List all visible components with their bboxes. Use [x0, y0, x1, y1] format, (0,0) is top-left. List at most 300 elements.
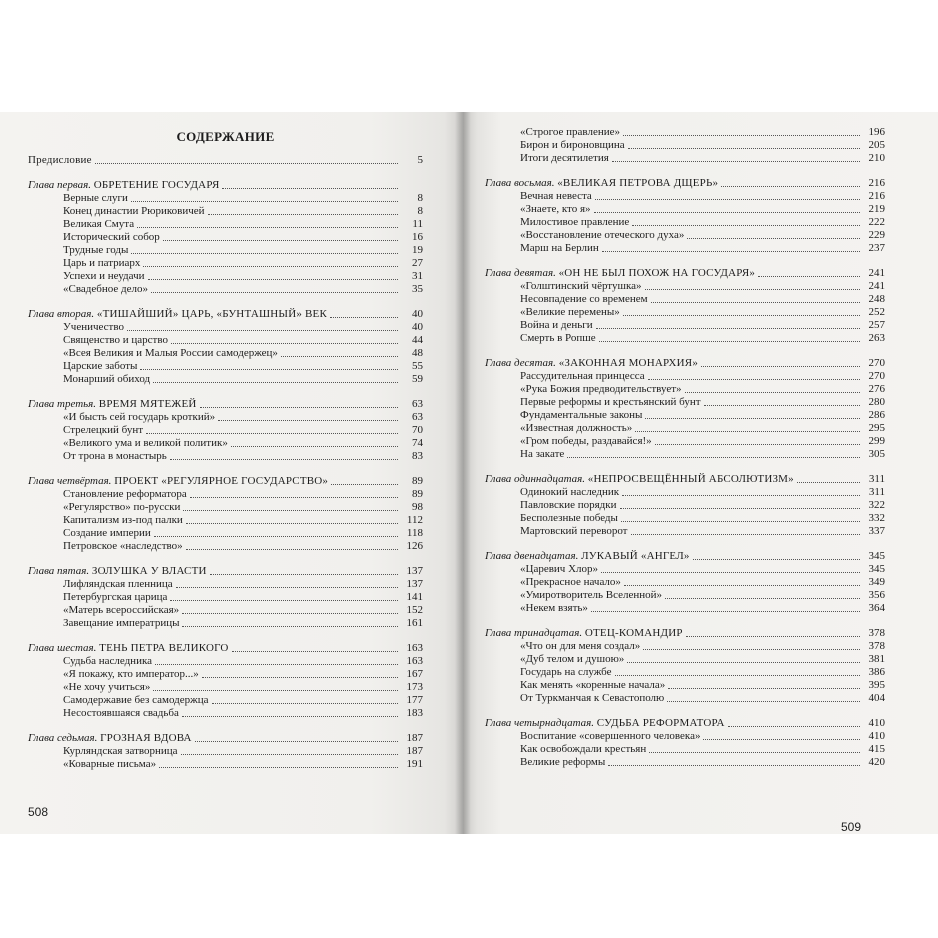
section-title: «Матерь всероссийская» [63, 604, 180, 616]
toc-section-entry[interactable] [28, 488, 423, 501]
chapter-number: Глава десятая. [485, 357, 556, 369]
dot-leader [137, 227, 398, 228]
toc-section-entry[interactable] [485, 293, 885, 306]
dot-leader [721, 186, 860, 187]
toc-section-entry[interactable] [485, 242, 885, 255]
section-title: «Коварные письма» [63, 758, 157, 770]
toc-section-entry[interactable] [28, 450, 423, 463]
toc-section-entry[interactable] [485, 512, 885, 525]
chapter-title: «ВЕЛИКАЯ ПЕТРОВА ДЩЕРЬ» [557, 177, 719, 189]
toc-section-entry[interactable] [28, 192, 423, 205]
section-title: Лифляндская пленница [63, 578, 173, 590]
dot-leader [182, 716, 398, 717]
toc-left-column [28, 112, 423, 771]
section-page-number: 112 [406, 514, 423, 526]
toc-section-entry[interactable] [485, 152, 885, 165]
section-page-number: 163 [406, 655, 423, 667]
dot-leader [212, 703, 399, 704]
dot-leader [153, 382, 398, 383]
chapter-page-number: 311 [868, 473, 885, 485]
toc-section-entry[interactable] [485, 216, 885, 229]
dot-leader [608, 765, 860, 766]
section-page-number: 420 [868, 756, 885, 768]
dot-leader [186, 549, 398, 550]
section-page-number: 311 [868, 486, 885, 498]
section-page-number: 63 [412, 411, 423, 423]
dot-leader [703, 739, 860, 740]
toc-chapter-heading[interactable] [28, 565, 423, 578]
chapter-number: Глава одиннадцатая. [485, 473, 586, 485]
toc-section-entry[interactable] [28, 681, 423, 694]
toc-section-entry[interactable] [485, 448, 885, 461]
section-title: Священство и царство [63, 334, 168, 346]
dot-leader [728, 726, 860, 727]
dot-leader [632, 225, 860, 226]
chapter-page-number: 187 [406, 732, 423, 744]
section-title: «Голштинский чёртушка» [520, 280, 642, 292]
toc-section-entry[interactable] [28, 244, 423, 257]
section-title: Бесполезные победы [520, 512, 618, 524]
chapter-label [28, 154, 92, 167]
toc-chapter-group [28, 308, 423, 386]
toc-chapter-group [485, 357, 885, 461]
chapter-number: Глава двенадцатая. [485, 550, 579, 562]
toc-section-entry[interactable] [485, 370, 885, 383]
section-page-number: 126 [406, 540, 423, 552]
toc-chapter-heading[interactable] [485, 550, 885, 563]
toc-chapter-heading[interactable] [28, 154, 423, 167]
section-page-number: 44 [412, 334, 423, 346]
chapter-label [28, 565, 207, 578]
section-title: Царь и патриарх [63, 257, 141, 269]
chapter-label [28, 732, 192, 745]
chapter-number: Глава седьмая. [28, 732, 98, 744]
chapter-number: Глава пятая. [28, 565, 90, 577]
chapter-label [485, 177, 718, 190]
section-title: «Царевич Хлор» [520, 563, 599, 575]
page-number-right: 509 [841, 820, 862, 834]
toc-section-entry[interactable] [28, 347, 423, 360]
chapter-number: Глава вторая. [28, 308, 95, 320]
section-page-number: 229 [868, 229, 885, 241]
toc-section-entry[interactable] [28, 360, 423, 373]
dot-leader [127, 330, 398, 331]
toc-chapter-group [485, 717, 885, 769]
dot-leader [170, 459, 398, 460]
section-page-number: 89 [412, 488, 423, 500]
toc-chapter-heading[interactable] [28, 642, 423, 655]
section-page-number: 173 [406, 681, 423, 693]
section-page-number: 322 [868, 499, 885, 511]
section-page-number: 98 [412, 501, 423, 513]
chapter-page-number: 163 [406, 642, 423, 654]
toc-chapter-group [28, 475, 423, 553]
dot-leader [648, 379, 860, 380]
dot-leader [651, 302, 860, 303]
toc-chapter-group [28, 732, 423, 771]
dot-leader [591, 611, 860, 612]
chapter-label [485, 357, 698, 370]
toc-right-list [485, 112, 885, 769]
toc-section-entry[interactable] [28, 655, 423, 668]
dot-leader [649, 752, 860, 753]
toc-section-entry[interactable] [28, 424, 423, 437]
dot-leader [148, 279, 398, 280]
toc-section-entry[interactable] [485, 383, 885, 396]
dot-leader [643, 649, 860, 650]
chapter-label [28, 475, 328, 488]
dot-leader [232, 651, 398, 652]
toc-section-entry[interactable] [485, 756, 885, 769]
section-title: Бирон и бироновщина [520, 139, 625, 151]
section-page-number: 305 [868, 448, 885, 460]
chapter-label [485, 550, 690, 563]
toc-section-entry[interactable] [485, 743, 885, 756]
left-page [0, 112, 463, 834]
toc-section-entry[interactable] [485, 640, 885, 653]
toc-section-entry[interactable] [485, 486, 885, 499]
chapter-number: Глава тринадцатая. [485, 627, 583, 639]
dot-leader [686, 636, 860, 637]
section-page-number: 349 [868, 576, 885, 588]
dot-leader [621, 521, 860, 522]
toc-section-entry[interactable] [28, 758, 423, 771]
toc-section-entry[interactable] [28, 437, 423, 450]
section-title: Петровское «наследство» [63, 540, 183, 552]
section-title: «Восстановление отеческого духа» [520, 229, 685, 241]
section-title: «Знаете, кто я» [520, 203, 591, 215]
section-title: «И бысть сей государь кроткий» [63, 411, 216, 423]
toc-section-entry[interactable] [485, 190, 885, 203]
dot-leader [612, 161, 860, 162]
toc-chapter-heading[interactable] [485, 627, 885, 640]
section-title: Царские заботы [63, 360, 138, 372]
toc-section-entry[interactable] [485, 332, 885, 345]
chapter-number: Глава четвёртая. [28, 475, 112, 487]
toc-section-entry[interactable] [28, 578, 423, 591]
chapter-page-number: 40 [412, 308, 423, 320]
section-title: Исторический собор [63, 231, 160, 243]
section-page-number: 386 [868, 666, 885, 678]
section-title: Вечная невеста [520, 190, 592, 202]
toc-section-entry[interactable] [28, 745, 423, 758]
toc-section-entry[interactable] [485, 229, 885, 242]
toc-chapter-heading[interactable] [28, 732, 423, 745]
toc-chapter-group [485, 177, 885, 255]
section-page-number: 210 [868, 152, 885, 164]
toc-section-entry[interactable] [485, 409, 885, 422]
section-title: Первые реформы и крестьянский бунт [520, 396, 701, 408]
section-page-number: 177 [406, 694, 423, 706]
dot-leader [95, 163, 398, 164]
section-title: Капитализм из-под палки [63, 514, 183, 526]
section-title: Великие реформы [520, 756, 606, 768]
toc-section-entry[interactable] [485, 319, 885, 332]
toc-section-entry[interactable] [485, 602, 885, 615]
dot-leader [667, 701, 860, 702]
section-title: Война и деньги [520, 319, 593, 331]
dot-leader [701, 366, 860, 367]
section-page-number: 70 [412, 424, 423, 436]
section-title: Как менять «коренные начала» [520, 679, 666, 691]
dot-leader [186, 523, 398, 524]
section-title: Создание империи [63, 527, 151, 539]
toc-section-entry[interactable] [28, 373, 423, 386]
chapter-title: ЛУКАВЫЙ «АНГЕЛ» [581, 550, 690, 562]
dot-leader [208, 214, 398, 215]
dot-leader [155, 664, 398, 665]
dot-leader [170, 600, 398, 601]
section-page-number: 152 [406, 604, 423, 616]
toc-section-entry[interactable] [28, 540, 423, 553]
section-page-number: 35 [412, 283, 423, 295]
section-title: Павловские порядки [520, 499, 617, 511]
chapter-page-number: 345 [868, 550, 885, 562]
section-title: «Прекрасное начало» [520, 576, 621, 588]
toc-chapter-heading[interactable] [485, 473, 885, 486]
toc-section-entry[interactable] [28, 231, 423, 244]
toc-chapter-group [485, 550, 885, 615]
chapter-page-number: 63 [412, 398, 423, 410]
chapter-title: СУДЬБА РЕФОРМАТОРА [596, 717, 725, 729]
section-page-number: 16 [412, 231, 423, 243]
dot-leader [222, 188, 398, 189]
section-title: Петербургская царица [63, 591, 168, 603]
chapter-title: ВРЕМЯ МЯТЕЖЕЙ [98, 398, 197, 410]
toc-section-entry[interactable] [485, 525, 885, 538]
chapter-number: Глава третья. [28, 398, 97, 410]
dot-leader [623, 135, 860, 136]
section-page-number: 378 [868, 640, 885, 652]
chapter-number: Глава четырнадцатая. [485, 717, 595, 729]
toc-section-entry[interactable] [28, 501, 423, 514]
chapter-number: Глава восьмая. [485, 177, 555, 189]
section-title: «Что он для меня создал» [520, 640, 641, 652]
section-page-number: 270 [868, 370, 885, 382]
section-page-number: 8 [417, 205, 423, 217]
toc-chapter-heading[interactable] [28, 475, 423, 488]
section-title: Трудные годы [63, 244, 129, 256]
section-page-number: 40 [412, 321, 423, 333]
dot-leader [143, 266, 398, 267]
toc-section-entry[interactable] [485, 730, 885, 743]
chapter-title: Предисловие [28, 154, 92, 166]
toc-chapter-heading[interactable] [485, 717, 885, 730]
toc-chapter-group [28, 565, 423, 630]
dot-leader [615, 675, 861, 676]
toc-section-entry[interactable] [28, 591, 423, 604]
toc-chapter-heading[interactable] [485, 177, 885, 190]
section-title: От Туркманчая к Севастополю [520, 692, 665, 704]
chapter-title: «ОН НЕ БЫЛ ПОХОЖ НА ГОСУДАРЯ» [558, 267, 756, 279]
dot-leader [693, 559, 860, 560]
dot-leader [635, 431, 860, 432]
section-page-number: 167 [406, 668, 423, 680]
section-title: «Великого ума и великой политик» [63, 437, 228, 449]
chapter-title: ПРОЕКТ «РЕГУЛЯРНОЕ ГОСУДАРСТВО» [114, 475, 329, 487]
toc-section-entry[interactable] [28, 668, 423, 681]
dot-leader [146, 433, 398, 434]
chapter-title: «ТИШАЙШИЙ» ЦАРЬ, «БУНТАШНЫЙ» ВЕК [96, 308, 327, 320]
toc-section-entry[interactable] [485, 666, 885, 679]
toc-section-entry[interactable] [28, 707, 423, 720]
dot-leader [685, 392, 860, 393]
section-title: «Умиротворитель Вселенной» [520, 589, 663, 601]
section-page-number: 395 [868, 679, 885, 691]
section-page-number: 280 [868, 396, 885, 408]
dot-leader [596, 328, 860, 329]
toc-chapter-group [485, 126, 885, 165]
toc-section-entry[interactable] [485, 499, 885, 512]
section-title: «Рука Божия предводительствует» [520, 383, 682, 395]
dot-leader [200, 407, 398, 408]
section-page-number: 415 [868, 743, 885, 755]
toc-section-entry[interactable] [28, 617, 423, 630]
toc-section-entry[interactable] [28, 270, 423, 283]
toc-section-entry[interactable] [485, 396, 885, 409]
section-title: «Строгое правление» [520, 126, 620, 138]
dot-leader [181, 754, 398, 755]
section-title: «Всея Великия и Малыя России самодержец» [63, 347, 278, 359]
section-page-number: 241 [868, 280, 885, 292]
section-title: Монарший обиход [63, 373, 151, 385]
toc-section-entry[interactable] [28, 334, 423, 347]
section-title: Как освобождали крестьян [520, 743, 647, 755]
chapter-label [485, 267, 755, 280]
section-title: Великая Смута [63, 218, 135, 230]
dot-leader [182, 613, 398, 614]
toc-left-list [28, 154, 423, 771]
toc-section-entry[interactable] [28, 694, 423, 707]
section-page-number: 196 [868, 126, 885, 138]
toc-section-entry[interactable] [485, 203, 885, 216]
section-title: Марш на Берлин [520, 242, 599, 254]
section-page-number: 332 [868, 512, 885, 524]
section-page-number: 252 [868, 306, 885, 318]
dot-leader [622, 495, 860, 496]
dot-leader [704, 405, 860, 406]
section-page-number: 19 [412, 244, 423, 256]
section-title: Государь на службе [520, 666, 612, 678]
toc-section-entry[interactable] [28, 411, 423, 424]
section-title: «Некем взять» [520, 602, 588, 614]
toc-section-entry[interactable] [485, 679, 885, 692]
toc-chapter-heading[interactable] [28, 308, 423, 321]
toc-section-entry[interactable] [28, 514, 423, 527]
section-page-number: 205 [868, 139, 885, 151]
section-title: Стрелецкий бунт [63, 424, 144, 436]
toc-section-entry[interactable] [28, 205, 423, 218]
section-title: Завещание императрицы [63, 617, 180, 629]
toc-section-entry[interactable] [485, 653, 885, 666]
toc-chapter-heading[interactable] [485, 267, 885, 280]
book-gutter-shadow [455, 112, 471, 834]
section-page-number: 286 [868, 409, 885, 421]
toc-section-entry[interactable] [28, 604, 423, 617]
section-page-number: 8 [417, 192, 423, 204]
section-page-number: 364 [868, 602, 885, 614]
dot-leader [601, 572, 860, 573]
toc-section-entry[interactable] [485, 563, 885, 576]
toc-section-entry[interactable] [485, 422, 885, 435]
dot-leader [151, 292, 398, 293]
toc-section-entry[interactable] [28, 257, 423, 270]
toc-section-entry[interactable] [485, 692, 885, 705]
section-title: Одинокий наследник [520, 486, 620, 498]
section-page-number: 263 [868, 332, 885, 344]
section-page-number: 381 [868, 653, 885, 665]
right-page [463, 112, 938, 834]
toc-chapter-group [485, 267, 885, 345]
toc-chapter-group [28, 642, 423, 720]
section-title: Несовпадение со временем [520, 293, 648, 305]
toc-section-entry[interactable] [485, 126, 885, 139]
dot-leader [594, 212, 860, 213]
dot-leader [567, 457, 860, 458]
toc-section-entry[interactable] [28, 218, 423, 231]
dot-leader [183, 510, 398, 511]
dot-leader [645, 289, 861, 290]
toc-chapter-heading[interactable] [28, 398, 423, 411]
toc-section-entry[interactable] [485, 435, 885, 448]
section-title: Фундаментальные законы [520, 409, 643, 421]
section-page-number: 191 [406, 758, 423, 770]
section-title: Судьба наследника [63, 655, 153, 667]
toc-section-entry[interactable] [485, 576, 885, 589]
section-page-number: 248 [868, 293, 885, 305]
section-page-number: 219 [868, 203, 885, 215]
section-title: «Известная должность» [520, 422, 633, 434]
dot-leader [797, 482, 860, 483]
section-title: Милостивое правление [520, 216, 630, 228]
dot-leader [171, 343, 398, 344]
chapter-label [28, 308, 327, 321]
chapter-page-number: 241 [868, 267, 885, 279]
dot-leader [623, 315, 860, 316]
section-title: «Дуб телом и душою» [520, 653, 625, 665]
toc-section-entry[interactable] [28, 321, 423, 334]
chapter-label [485, 627, 683, 640]
toc-section-entry[interactable] [485, 589, 885, 602]
section-title: Мартовский переворот [520, 525, 628, 537]
toc-right-column [485, 112, 885, 769]
toc-chapter-heading[interactable] [28, 179, 423, 192]
dot-leader [331, 484, 398, 485]
chapter-number: Глава первая. [28, 179, 91, 191]
toc-section-entry[interactable] [485, 280, 885, 293]
section-title: «Великие перемены» [520, 306, 620, 318]
section-page-number: 216 [868, 190, 885, 202]
dot-leader [190, 497, 398, 498]
section-title: «Я покажу, кто император...» [63, 668, 199, 680]
dot-leader [163, 240, 398, 241]
toc-section-entry[interactable] [28, 527, 423, 540]
dot-leader [176, 587, 398, 588]
section-title: «Гром победы, раздавайся!» [520, 435, 652, 447]
toc-section-entry[interactable] [485, 139, 885, 152]
toc-section-entry[interactable] [485, 306, 885, 319]
dot-leader [665, 598, 860, 599]
toc-section-entry[interactable] [28, 283, 423, 296]
section-page-number: 11 [412, 218, 423, 230]
toc-chapter-heading[interactable] [485, 357, 885, 370]
dot-leader [195, 741, 398, 742]
dot-leader [631, 534, 861, 535]
chapter-label [485, 473, 794, 486]
section-page-number: 345 [868, 563, 885, 575]
section-page-number: 48 [412, 347, 423, 359]
section-title: Смерть в Ропше [520, 332, 596, 344]
